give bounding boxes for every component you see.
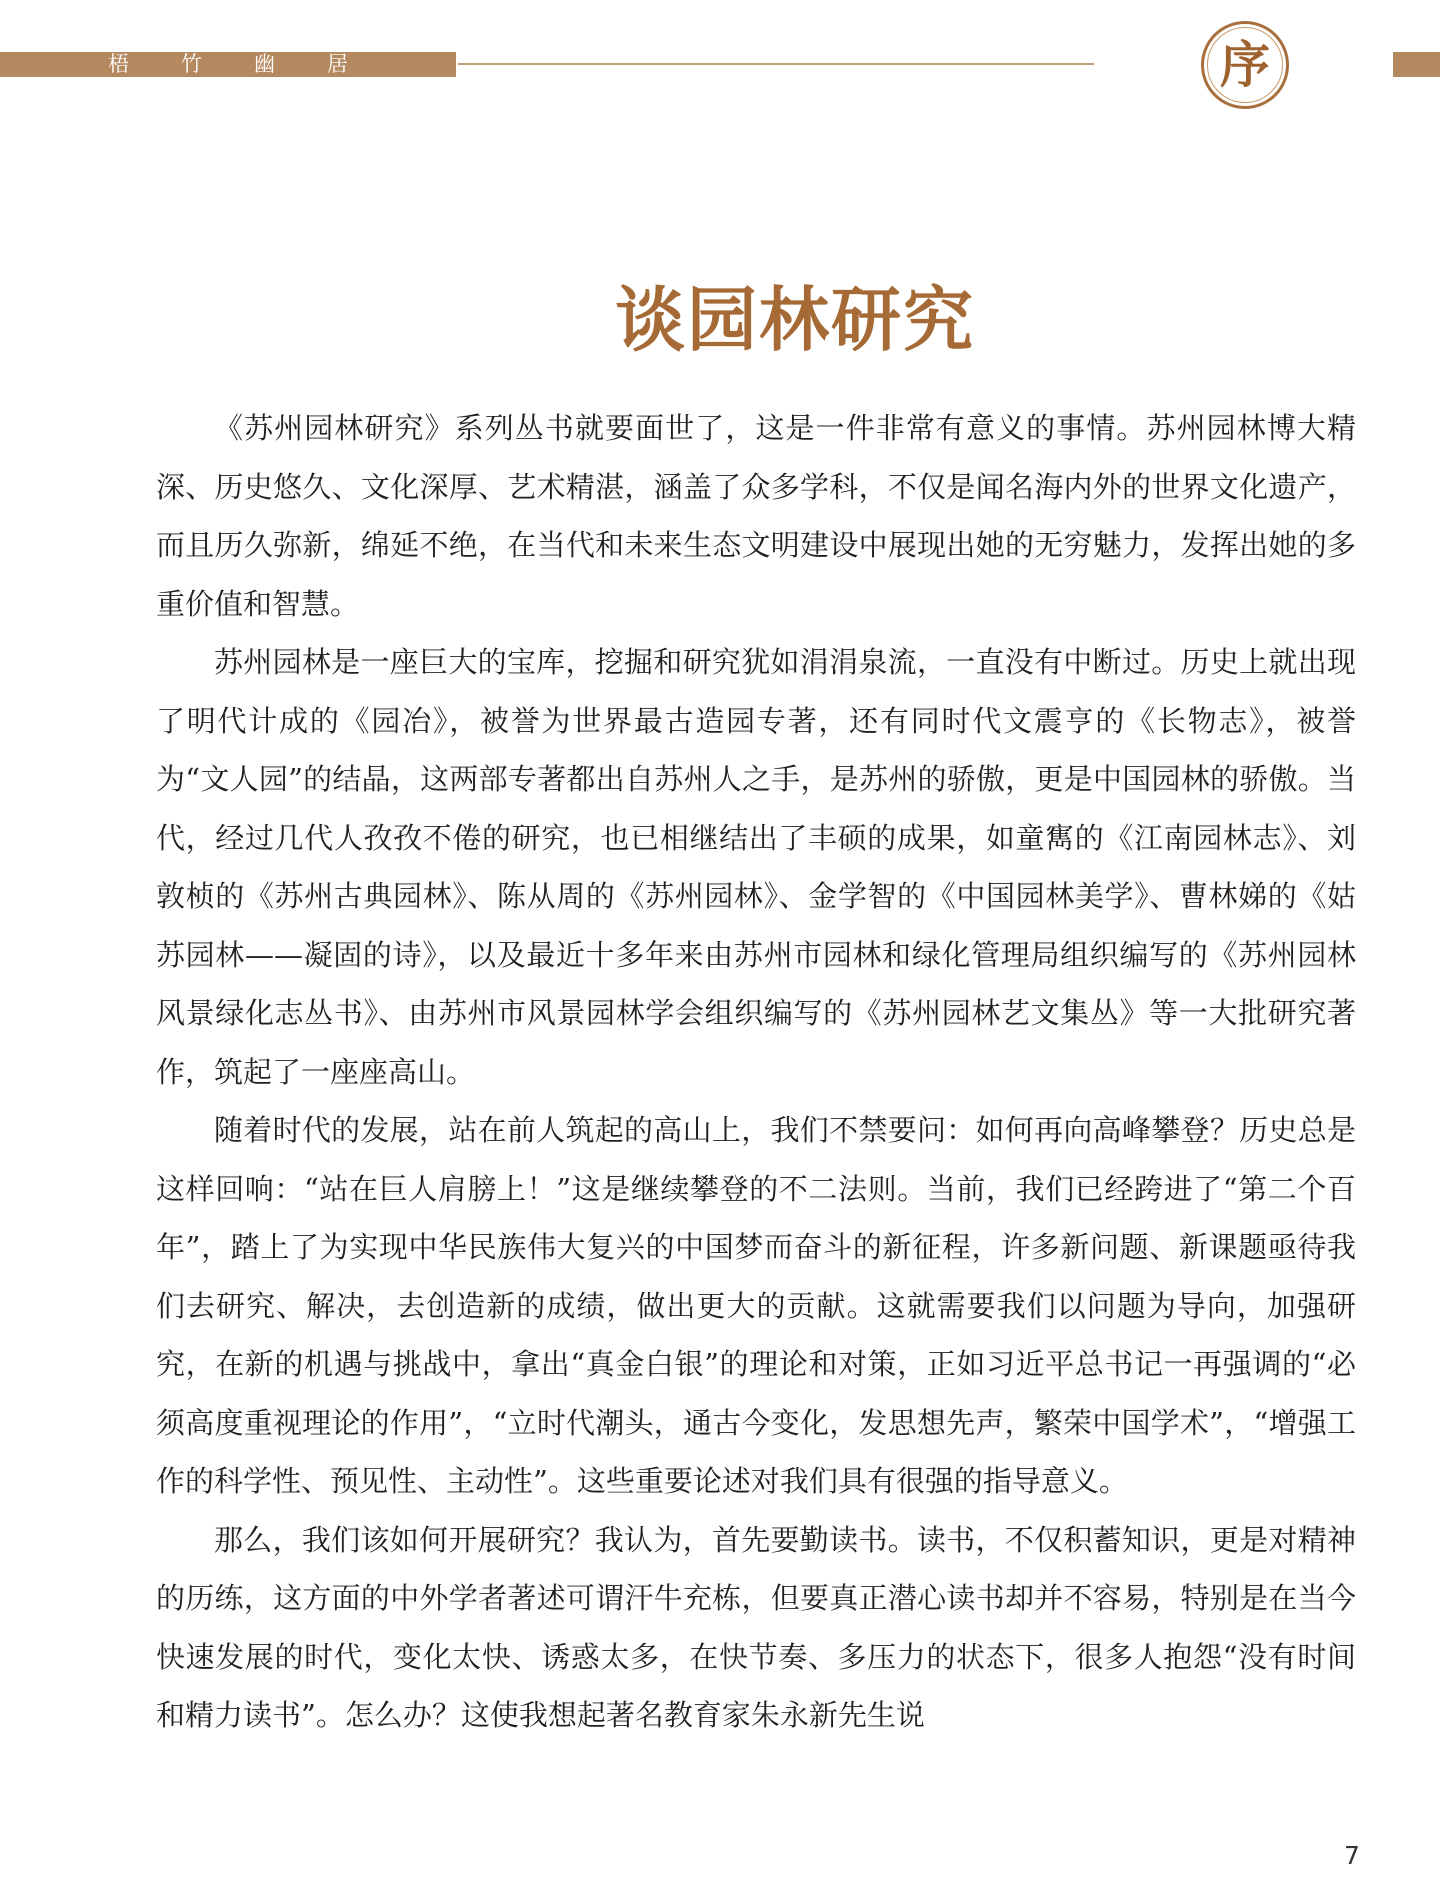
- running-header-char-1: 梧: [108, 52, 129, 76]
- running-header-char-3: 幽: [254, 52, 275, 76]
- running-header-bar: [0, 52, 456, 77]
- article-body: [156, 399, 1356, 1745]
- header-rule: [458, 63, 1094, 65]
- section-seal-char: 序: [1220, 35, 1270, 94]
- page-number: 7: [1344, 1841, 1360, 1870]
- header-right-bar: [1393, 52, 1440, 77]
- article-title: 谈园林研究: [615, 279, 975, 361]
- paragraph-1: 《苏州园林研究》系列丛书就要面世了，这是一件非常有意义的事情。苏州园林博大精深、历史悠久、文化深厚、艺术精湛，涵盖了众多学科，不仅是闻名海内外的世界文化遗产，而且历久弥新，绵延不绝，在当代和未来生态文明建设中展现出她的无穷魅力，发挥出她的多重价值和智慧。: [156, 411, 1356, 621]
- running-header-char-2: 竹: [181, 52, 202, 76]
- paragraph-3: 随着时代的发展，站在前人筑起的高山上，我们不禁要问：如何再向高峰攀登？历史总是这样回响：“站在巨人肩膀上！”这是继续攀登的不二法则。当前，我们已经跨进了“第二个百年”，踏上了为实现中华民族伟大复兴的中国梦而奋斗的新征程，许多新问题、新课题亟待我们去研究、解决，去创造新的成绩，做出更大的贡献。这就需要我们以问题为导向，加强研究，在新的机遇与挑战中，拿出“真金白银”的理论和对策，正如习近平总书记一再强调的“必须高度重视理论的作用”，“立时代潮头，通古今变化，发思想先声，繁荣中国学术”，“增强工作的科学性、预见性、主动性”。这些重要论述对我们具有很强的指导意义。: [156, 1113, 1356, 1498]
- section-seal: [1201, 21, 1289, 109]
- paragraph-2: 苏州园林是一座巨大的宝库，挖掘和研究犹如涓涓泉流，一直没有中断过。历史上就出现了明代计成的《园冶》，被誉为世界最古造园专著，还有同时代文震亨的《长物志》，被誉为“文人园”的结晶，这两部专著都出自苏州人之手，是苏州的骄傲，更是中国园林的骄傲。当代，经过几代人孜孜不倦的研究，也已相继结出了丰硕的成果，如童寯的《江南园林志》、刘敦桢的《苏州古典园林》、陈从周的《苏州园林》、金学智的《中国园林美学》、曹林娣的《姑苏园林——凝固的诗》，以及最近十多年来由苏州市园林和绿化管理局组织编写的《苏州园林风景绿化志丛书》、由苏州市风景园林学会组织编写的《苏州园林艺文集丛》等一大批研究著作，筑起了一座座高山。: [156, 645, 1356, 1089]
- section-seal-ring: [1207, 27, 1283, 103]
- paragraph-4: 那么，我们该如何开展研究？我认为，首先要勤读书。读书，不仅积蓄知识，更是对精神的历练，这方面的中外学者著述可谓汗牛充栋，但要真正潜心读书却并不容易，特别是在当今快速发展的时代，变化太快、诱惑太多，在快节奏、多压力的状态下，很多人抱怨“没有时间和精力读书”。怎么办？这使我想起著名教育家朱永新先生说: [156, 1522, 1356, 1732]
- running-header-char-4: 居: [327, 52, 348, 76]
